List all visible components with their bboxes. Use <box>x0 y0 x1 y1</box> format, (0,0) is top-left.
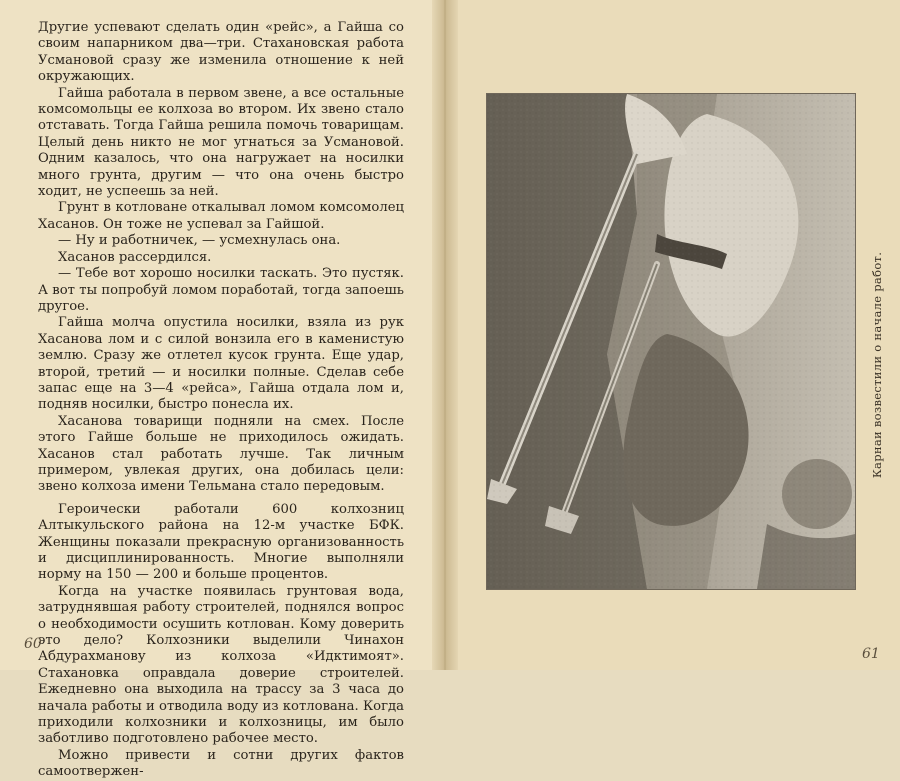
paragraph: Гайша работала в первом звене, а все остальные комсомольцы ее колхоза во втором. Их звено стало отставать. Тогда Гайша решила помочь товарищам. Целый день никто не мог угнаться за Усмановой. Одним казалось, что она нагружает на носилки много грунта, другим — что она очень быстро ходит, не успеешь за ней. <box>38 85 404 200</box>
paragraph: Героически работали 600 колхозниц Алтыкульского района на 12-м участке БФК. Женщины показали прекрасную организованность и дисциплинированность. Многие выполняли норму на 150 — 200 и больше процентов. <box>38 501 404 583</box>
photo-illustration <box>487 94 855 589</box>
paragraph: Можно привести и сотни других фактов самоотвержен- <box>38 747 404 780</box>
photo-caption <box>865 250 889 480</box>
paragraph: Грунт в котловане откалывал ломом комсомолец Хасанов. Он тоже не успевал за Гайшой. <box>38 200 404 232</box>
paragraph: — Тебе вот хорошо носилки таскать. Это пустяк. А вот ты попробуй ломом поработай, тогда запоешь другое. <box>38 266 404 314</box>
page-number-right: 61 <box>862 646 880 662</box>
paragraph: — Ну и работничек, — усмехнулась она. <box>58 233 341 249</box>
book-gutter <box>432 0 458 670</box>
page-number-left: 60 <box>24 636 42 652</box>
left-page <box>0 0 442 780</box>
left-page-text <box>38 20 404 781</box>
paragraph: Другие успевают сделать один «рейс», а Гайша со своим напарником два—три. Стахановская работа Усмановой сразу же изменила отношение к ней окружающих. <box>38 20 404 85</box>
photograph-karnai-players <box>486 93 856 590</box>
paragraph: Хасанов рассердился. <box>58 249 212 265</box>
photo-caption-text: Карнаи возвестили о начале работ. <box>870 251 884 479</box>
paragraph: Хасанова товарищи подняли на смех. После этого Гайше больше не приходилось ожидать. Хасанов стал работать лучше. Так личным примером, увлекая других, она добилась цели: звено колхоза имени Тельмана стало передовым. <box>38 413 404 495</box>
paragraph: Гайша молча опустила носилки, взяла из рук Хасанова лом и с силой вонзила его в каменистую землю. Сразу же отлетел кусок грунта. Еще удар, второй, третий — и носилки полные. Сделав себе запас еще на 3—4 «рейса», Гайша отдала лом и, подняв носилки, быстро понесла их. <box>38 315 404 413</box>
paragraph: Когда на участке появилась грунтовая вода, затруднявшая работу строителей, поднялся вопрос о необходимости осушить котлован. Кому доверить это дело? Колхозники выделили Чинахон Абдурахманову из колхоза «Идктимоят». Стахановка оправдала доверие строителей. Ежедневно она выходила на трассу за 3 часа до начала работы и отводила воду из котлована. Когда приходили колхозники и колхозницы, им было заботливо подготовлено рабочее место. <box>38 583 404 747</box>
